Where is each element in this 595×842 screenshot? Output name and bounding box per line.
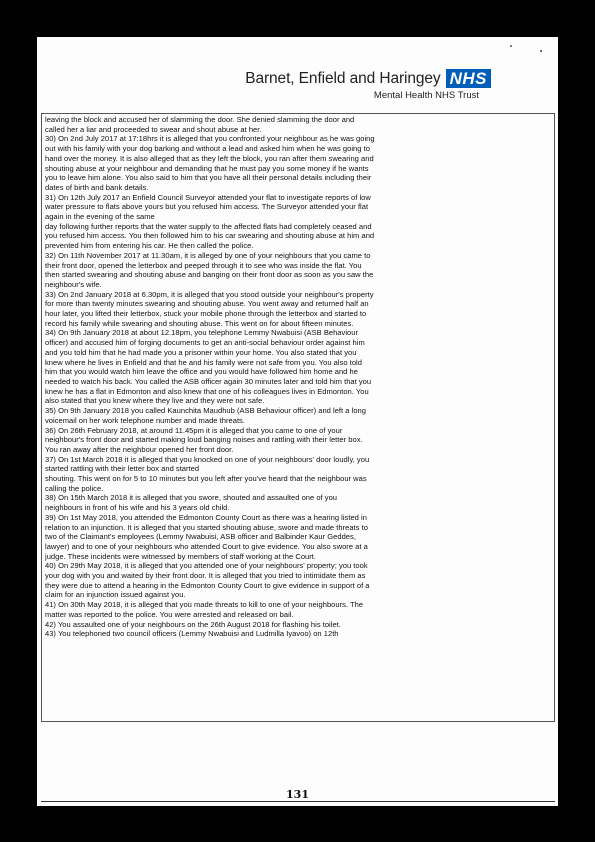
text-line: 32) On 11th November 2017 at 11.30am, it is alleged by one of your neighbours that you came to — [45, 250, 371, 260]
text-line: shouting. This went on for 5 to 10 minutes but you left after you've heard that the neighbour was — [45, 474, 367, 484]
text-line: 40) On 29th May 2018, it is alleged that you attended one of your neighbours' property; you took — [45, 561, 368, 571]
text-line: record his family while swearing and shouting abuse. This went on for about fifteen minutes. — [45, 318, 354, 328]
text-line: neighbour's front door and started making loud banging noises and rattling with their letter box. — [45, 435, 363, 445]
text-line: judge. These incidents were witnessed by members of staff working at the Court. — [45, 551, 317, 561]
text-line: also stated that you knew where they live and they were not safe. — [45, 396, 265, 406]
trust-name: Mental Health NHS Trust — [373, 90, 479, 101]
scan-speck — [510, 45, 512, 47]
text-line: two of the Claimant's employees (Lemmy Nwabuisi, ASB officer and Balbinder Kaur Geddes, — [45, 532, 356, 542]
text-line: and you told him that he had made you a prisoner within your home. You also stated that you — [45, 347, 357, 357]
text-line: needed to watch his back. You called the ASB officer again 30 minutes later and told him that you — [45, 376, 372, 386]
letterhead-row — [245, 69, 491, 88]
text-line: you to leave him alone. You also said to him that you have all their personal details including their — [45, 173, 372, 183]
text-line: day following further reports that the water supply to the affected flats had completely ceased and — [45, 221, 372, 231]
text-line: relation to an injunction. It is alleged that you started shouting abuse, swore and made threats to — [45, 522, 368, 532]
nhs-logo: NHS — [446, 69, 491, 88]
text-line: 30) On 2nd July 2017 at 17:18hrs it is alleged that you confronted your neighbour as he was going — [45, 134, 375, 144]
text-line: hour later, you lifted their letterbox, stuck your mobile phone through the letterbox and started to — [45, 309, 367, 319]
text-line: started rattling with their letter box and started — [45, 464, 200, 474]
text-line: they were due to attend a hearing in the Edmonton County Court to give evidence in support of a — [45, 580, 370, 590]
organisation-name: Barnet, Enfield and Haringey — [245, 69, 441, 87]
letterhead — [245, 69, 491, 101]
text-line: officer) and accused him of forging documents to get an anti-social behaviour order against him — [45, 338, 365, 348]
text-line: out with his family with your dog barking and without a lead and asked him when he was going to — [45, 144, 370, 154]
text-line: voicemail on her work telephone number and made threats. — [45, 415, 245, 425]
text-line: 37) On 1st March 2018 it is alleged that you knocked on one of your neighbours' door loudly, you — [45, 454, 370, 464]
page-number: 131 — [286, 788, 309, 801]
text-line: 31) On 12th July 2017 an Enfield Council Surveyor attended your flat to investigate reports of low — [45, 192, 371, 202]
text-line: dates of birth and bank details. — [45, 182, 149, 192]
text-line: matter was reported to the police. You were arrested and released on bail. — [45, 609, 294, 619]
text-line: calling the police. — [45, 483, 104, 493]
text-line: leaving the block and accused her of slamming the door. She denied slamming the door and — [45, 115, 355, 124]
text-line: prevented him from entering his car. He then called the police. — [45, 241, 254, 251]
text-line: you refused him access. You then followed him to his car swearing and shouting abuse at him and — [45, 231, 375, 241]
text-line: 34) On 9th January 2018 at about 12.18pm, you telephone Lemmy Nwabuisi (ASB Behaviour — [45, 328, 358, 338]
text-line: 36) On 26th February 2018, at around 11.45pm it is alleged that you came to one of your — [45, 425, 343, 435]
body-text-box — [41, 113, 555, 722]
text-line: claim for an injunction issued against you. — [45, 590, 186, 600]
footer-rule — [41, 801, 555, 802]
scan-speck — [540, 50, 542, 52]
text-line: again in the evening of the same — [45, 212, 155, 222]
text-line: called her a liar and proceeded to swear and shout abuse at her. — [45, 124, 262, 134]
text-line: You ran away after the neighbour opened her front door. — [45, 444, 234, 454]
text-line: their front door, opened the letterbox and peeped through it to see who was inside the flat. You — [45, 260, 362, 270]
text-line: 33) On 2nd January 2018 at 6.30pm, it is alleged that you stood outside your neighbour's property — [45, 289, 374, 299]
text-line: lawyer) and to one of your neighbours who attended Court to give evidence. You also swore at a — [45, 541, 368, 551]
text-line: neighbour's wife. — [45, 279, 102, 289]
text-line: neighbours in front of his wife and his 3 years old child. — [45, 503, 230, 513]
text-line: 38) On 15th March 2018 it is alleged that you swore, shouted and assaulted one of you — [45, 493, 338, 503]
text-line: for more than twenty minutes swearing and shouting abuse. You went away and returned half an — [45, 299, 369, 309]
document-page — [37, 37, 558, 806]
text-line: then started swearing and shouting abuse and banging on their front door as soon as you saw the — [45, 270, 374, 280]
text-line: knew where he lives in Enfield and that he and his family were not safe from you. You also told — [45, 357, 362, 367]
text-line: him that you would watch him leave the office and you would have followed him home and he — [45, 367, 358, 377]
text-line: shouting abuse at your neighbour and demanding that he must pay you some money if he wants — [45, 163, 369, 173]
text-line: 35) On 9th January 2018 you called Kaunchita Maudhub (ASB Behaviour officer) and left a long — [45, 406, 366, 416]
text-line: knew he has a flat in Edmonton and also knew that one of his colleagues lives in Edmonton. You — [45, 386, 369, 396]
text-line: 39) On 1st May 2018, you attended the Edmonton County Court as there was a hearing listed in — [45, 512, 367, 522]
text-line: 41) On 30th May 2018, it is alleged that you made threats to kill to one of your neighbours. The — [45, 600, 364, 610]
text-line: your dog with you and waited by their front door. It is alleged that you tried to intimidate them as — [45, 571, 366, 581]
text-line: water pressure to flats above yours but you refused him access. The Surveyor attended your flat — [45, 202, 369, 212]
text-line: hand over the money. It is also alleged that as they left the block, you ran after them swearing and — [45, 153, 374, 163]
text-line: 43) You telephoned two council officers (Lemmy Nwabuisi and Ludmilla Iyavoo) on 12th — [45, 629, 339, 639]
text-line: 42) You assaulted one of your neighbours on the 26th August 2018 for flashing his toilet. — [45, 619, 341, 629]
